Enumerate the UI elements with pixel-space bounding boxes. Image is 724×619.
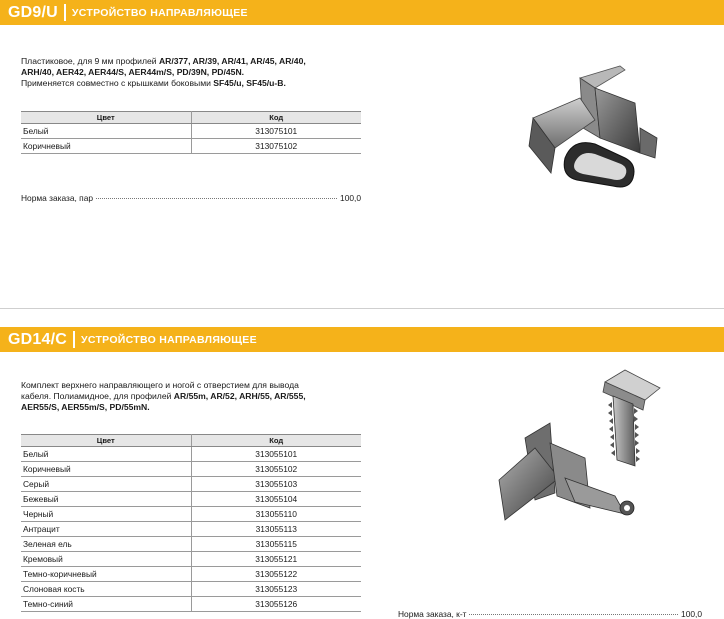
code-cell: 313055102 [191, 462, 361, 477]
table-row [21, 552, 361, 567]
banner-separator [73, 331, 75, 348]
color-cell: Темно-коричневый [21, 567, 191, 582]
color-cell: Черный [21, 507, 191, 522]
color-cell: Белый [21, 447, 191, 462]
dot-leader [469, 614, 678, 615]
color-cell: Антрацит [21, 522, 191, 537]
color-code-table [21, 434, 361, 612]
product-title: УСТРОЙСТВО НАПРАВЛЯЮЩЕЕ [71, 6, 248, 19]
color-cell: Кремовый [21, 552, 191, 567]
code-cell: 313055110 [191, 507, 361, 522]
description-text: кабеля. Полиамидное, для профилей [21, 391, 174, 402]
code-cell: 313055122 [191, 567, 361, 582]
color-cell: Бежевый [21, 492, 191, 507]
color-cell: Зеленая ель [21, 537, 191, 552]
section-divider [0, 308, 724, 309]
table-row [21, 462, 361, 477]
description-text: Комплект верхнего направляющего и ногой с отверстием для вывода [21, 380, 299, 390]
description-profiles: AR/55m, AR/52, ARH/55, AR/555, [173, 391, 306, 402]
table-row [21, 522, 361, 537]
description-text: Применяется совместно с крышками боковыми [21, 78, 214, 89]
description-covers: SF45/u, SF45/u-B. [213, 78, 286, 89]
column-header-color: Цвет [21, 112, 191, 124]
table-row [21, 582, 361, 597]
color-code-table [21, 111, 361, 154]
order-norm-value: 100,0 [681, 609, 702, 619]
gd14c-guide-kit-image [495, 368, 665, 526]
code-cell: 313075102 [191, 139, 361, 154]
color-cell: Слоновая кость [21, 582, 191, 597]
code-cell: 313055104 [191, 492, 361, 507]
code-cell: 313055123 [191, 582, 361, 597]
product-description [21, 56, 366, 90]
column-header-code: Код [191, 112, 361, 124]
section-banner-gd14c [0, 327, 724, 352]
table-row [21, 597, 361, 612]
description-text: Пластиковое, для 9 мм профилей [21, 56, 159, 66]
code-cell: 313075101 [191, 124, 361, 139]
color-cell: Белый [21, 124, 191, 139]
color-cell: Коричневый [21, 462, 191, 477]
product-description [21, 380, 366, 414]
color-cell: Темно-синий [21, 597, 191, 612]
order-norm-label: Норма заказа, к-т [398, 609, 467, 619]
code-cell: 313055103 [191, 477, 361, 492]
column-header-code: Код [191, 435, 361, 447]
color-cell: Коричневый [21, 139, 191, 154]
description-profiles: AR/377, AR/39, AR/41, AR/45, AR/40, [158, 56, 306, 66]
gd9u-guide-device-image [525, 58, 675, 198]
product-code: GD9/U [8, 3, 58, 21]
code-cell: 313055101 [191, 447, 361, 462]
table-row [21, 139, 361, 154]
table-header-row [21, 112, 361, 124]
product-title: УСТРОЙСТВО НАПРАВЛЯЮЩЕЕ [81, 333, 257, 346]
banner-separator [64, 4, 66, 21]
order-norm-value: 100,0 [340, 193, 361, 203]
color-cell: Серый [21, 477, 191, 492]
table-row [21, 507, 361, 522]
product-code: GD14/C [8, 330, 67, 348]
order-norm [21, 193, 361, 203]
code-cell: 313055113 [191, 522, 361, 537]
table-header-row [21, 435, 361, 447]
code-cell: 313055126 [191, 597, 361, 612]
table-row [21, 447, 361, 462]
table-row [21, 537, 361, 552]
column-header-color: Цвет [21, 435, 191, 447]
description-profiles: AER55/S, AER55m/S, PD/55mN. [21, 402, 150, 413]
code-cell: 313055121 [191, 552, 361, 567]
description-profiles: ARH/40, AER42, AER44/S, AER44m/S, PD/39N, PD/45N. [21, 67, 245, 78]
order-norm-label: Норма заказа, пар [21, 193, 94, 203]
table-row [21, 477, 361, 492]
section-banner-gd9u [0, 0, 724, 25]
dot-leader [96, 198, 337, 199]
table-row [21, 124, 361, 139]
order-norm [398, 609, 702, 619]
code-cell: 313055115 [191, 537, 361, 552]
table-row [21, 567, 361, 582]
table-row [21, 492, 361, 507]
